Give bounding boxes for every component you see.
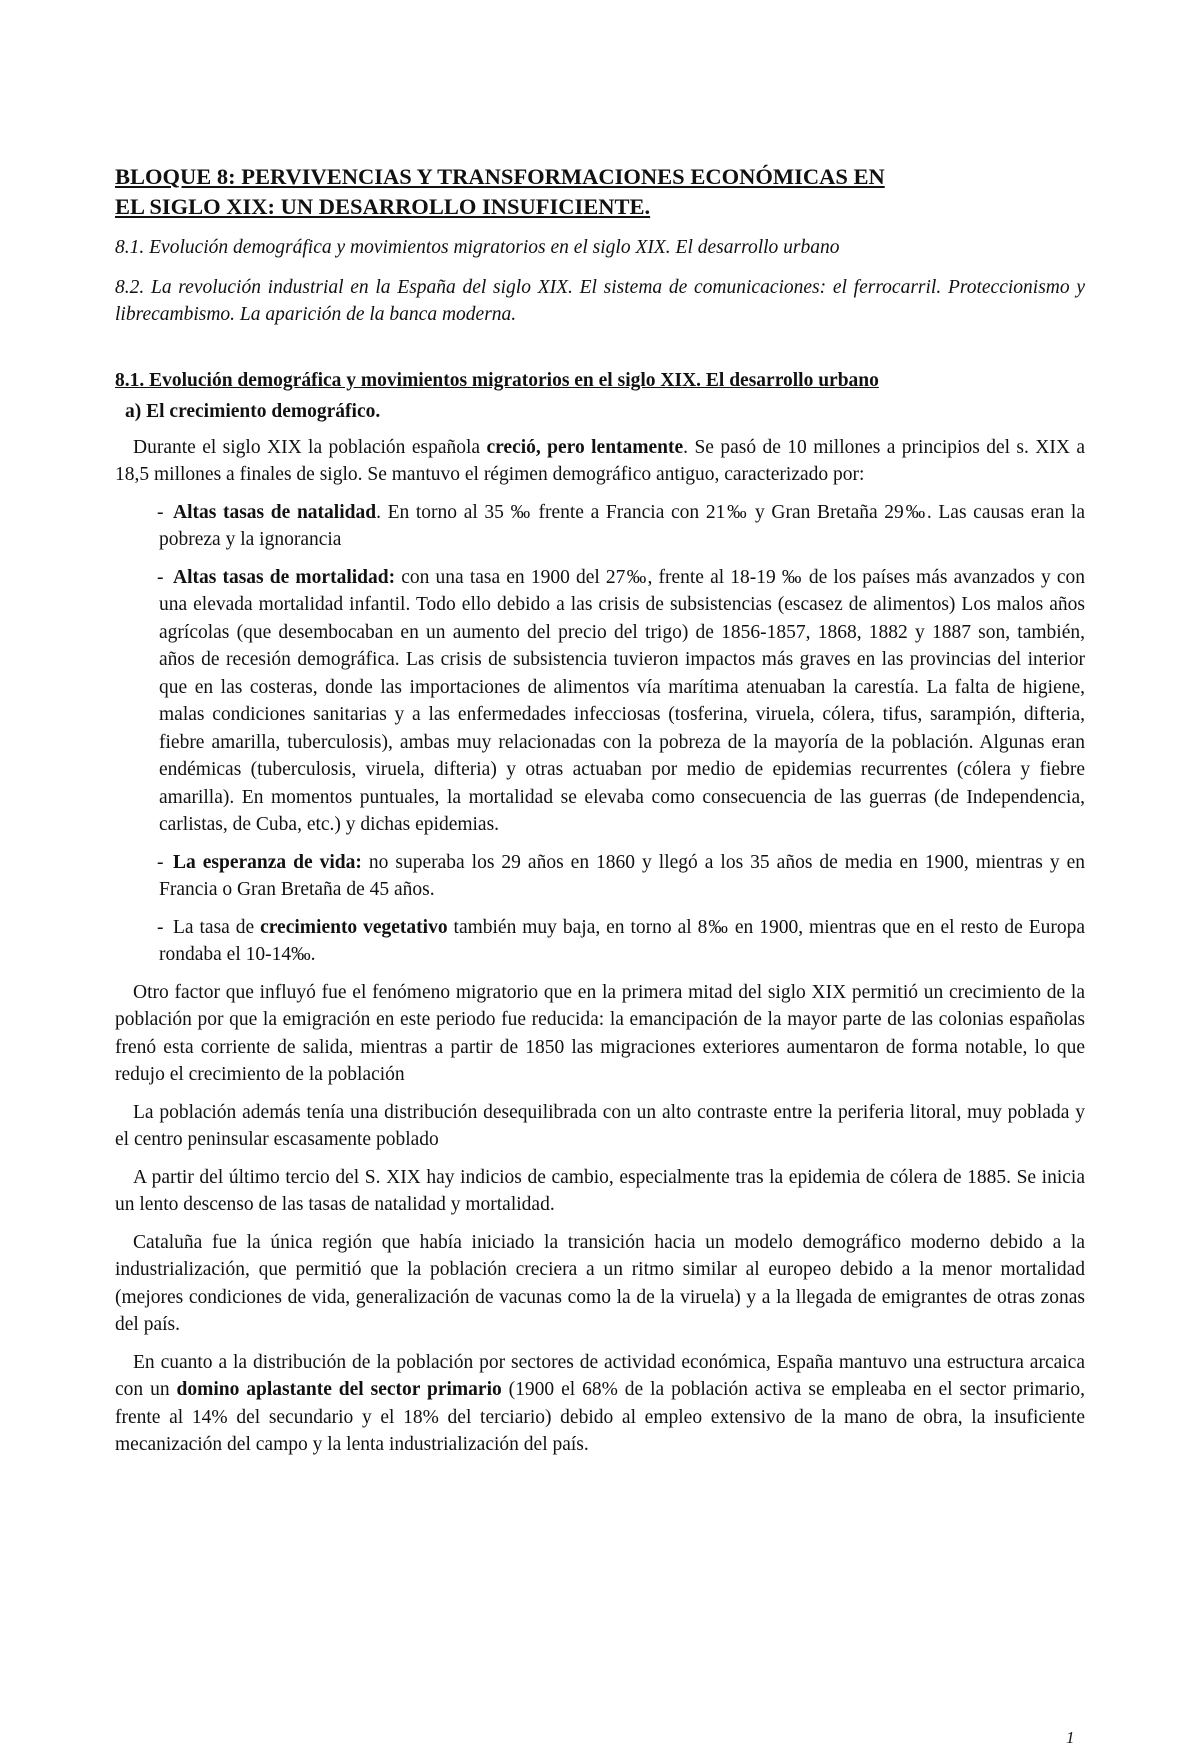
bullet-dash: - <box>157 916 164 938</box>
bullet-text: . En torno al 35 ‰ frente a Francia con 21‰ y Gran Bretaña 29‰. Las causas eran la pobreza y la ignorancia <box>159 501 1085 550</box>
bullet-mortalidad <box>115 564 1085 839</box>
bullet-crecimiento-vegetativo <box>115 914 1085 969</box>
paragraph-migracion: Otro factor que influyó fue el fenómeno migratorio que en la primera mitad del siglo XIX permitió un crecimiento de la población por que la emigración en este periodo fue reducida: la emancipación de la mayor parte de las colonias españolas frenó esta corriente de salida, mientras a partir de 1850 las migraciones exteriores aumentaron de forma notable, lo que redujo el crecimiento de la población <box>115 981 1085 1085</box>
bullet-dash: - <box>157 501 164 523</box>
bullet-bold: Altas tasas de natalidad <box>173 501 377 523</box>
toc-item-8-1: 8.1. Evolución demográfica y movimientos migratorios en el siglo XIX. El desarrollo urbano <box>115 237 840 258</box>
paragraph-cataluna: Cataluña fue la única región que había iniciado la transición hacia un modelo demográfico moderno debido a la industrialización, que permitió que la población creciera a un ritmo similar al europeo debido a la menor mortalidad (mejores condiciones de vida, generalización de vacunas como la de la viruela) y a la llegada de emigrantes de otras zonas del país. <box>115 1231 1085 1335</box>
bullet-dash: - <box>157 851 164 873</box>
section-title-8-1: 8.1. Evolución demográfica y movimientos migratorios en el siglo XIX. El desarrollo urbano <box>115 369 879 391</box>
page-title <box>115 162 1085 222</box>
sectores-text-1: En cuanto a la distribución de la población por sectores de actividad económica, España mantuvo una estructura arcaica con un <box>115 1351 1085 1400</box>
intro-paragraph <box>115 434 1085 489</box>
subsection-title: a) El crecimiento demográfico. <box>125 401 381 422</box>
bullet-bold: La esperanza de vida: <box>173 851 362 873</box>
bullet-text: con una tasa en 1900 del 27‰, frente al 18-19 ‰ de los países más avanzados y con una elevada mortalidad infantil. Todo ello debido a las crisis de subsistencias (escasez de alimentos) Los malos años agrícolas (que desembocaban en un aumento del precio del trigo) de 1856-1857, 1868, 1882 y 1887 son, también, años de recesión demográfica. Las crisis de subsistencia tuvieron impactos más graves en las provincias del interior que en las costeras, donde las importaciones de alimentos vía marítima atenuaban la carestía. La falta de higiene, malas condiciones sanitarias y a las enfermedades infecciosas (tosferina, viruela, cólera, tifus, sarampión, difteria, fiebre amarilla, tuberculosis), ambas muy relacionadas con la pobreza de la mayoría de la población. Algunas eran endémicas (tuberculosis, viruela, difteria) y otras actuaban por medio de epidemias recurrentes (cólera y fiebre amarilla). En momentos puntuales, la mortalidad se elevaba como consecuencia de las guerras (de Independencia, carlistas, de Cuba, etc.) y dichas epidemias. <box>159 566 1085 835</box>
title-line-1: BLOQUE 8: PERVIVENCIAS Y TRANSFORMACIONES ECONÓMICAS EN <box>115 164 885 189</box>
bullet-bold: Altas tasas de mortalidad: <box>173 566 396 588</box>
bullet-bold: crecimiento vegetativo <box>260 916 448 938</box>
intro-bold: creció, pero lentamente <box>486 436 684 458</box>
title-line-2: EL SIGLO XIX: UN DESARROLLO INSUFICIENTE. <box>115 194 651 219</box>
bullet-dash: - <box>157 566 164 588</box>
intro-text-1: Durante el siglo XIX la población española <box>133 436 487 458</box>
bullet-pre-text: La tasa de <box>173 916 261 938</box>
page-number: 1 <box>1066 1728 1075 1747</box>
bullet-esperanza-vida <box>115 849 1085 904</box>
bullet-natalidad <box>115 499 1085 554</box>
sectores-bold: domino aplastante del sector primario <box>176 1379 502 1400</box>
paragraph-distribucion: La población además tenía una distribución desequilibrada con un alto contraste entre la periferia litoral, muy poblada y el centro peninsular escasamente poblado <box>115 1101 1085 1150</box>
toc-item-8-2: 8.2. La revolución industrial en la España del siglo XIX. El sistema de comunicaciones: el ferrocarril. Proteccionismo y librecambismo. La aparición de la banca moderna. <box>115 276 1085 325</box>
intro-text-2: . Se pasó de 10 millones a principios del s. XIX a 18,5 millones a finales de siglo. Se mantuvo el régimen demográfico antiguo, caracterizado por: <box>115 436 1085 485</box>
document-page <box>115 150 1085 1469</box>
paragraph-sectores <box>115 1349 1085 1459</box>
paragraph-cambio: A partir del último tercio del S. XIX hay indicios de cambio, especialmente tras la epidemia de cólera de 1885. Se inicia un lento descenso de las tasas de natalidad y mortalidad. <box>115 1166 1085 1215</box>
bullet-text: también muy baja, en torno al 8‰ en 1900, mientras que en el resto de Europa rondaba el 10-14‰. <box>159 916 1086 965</box>
sectores-text-2: (1900 el 68% de la población activa se empleaba en el sector primario, frente al 14% del secundario y el 18% del terciario) debido al empleo extensivo de la mano de obra, la insuficiente mecanización del campo y la lenta industrialización del país. <box>115 1379 1085 1455</box>
bullet-text: no superaba los 29 años en 1860 y llegó a los 35 años de media en 1900, mientras y en Francia o Gran Bretaña de 45 años. <box>159 851 1085 900</box>
